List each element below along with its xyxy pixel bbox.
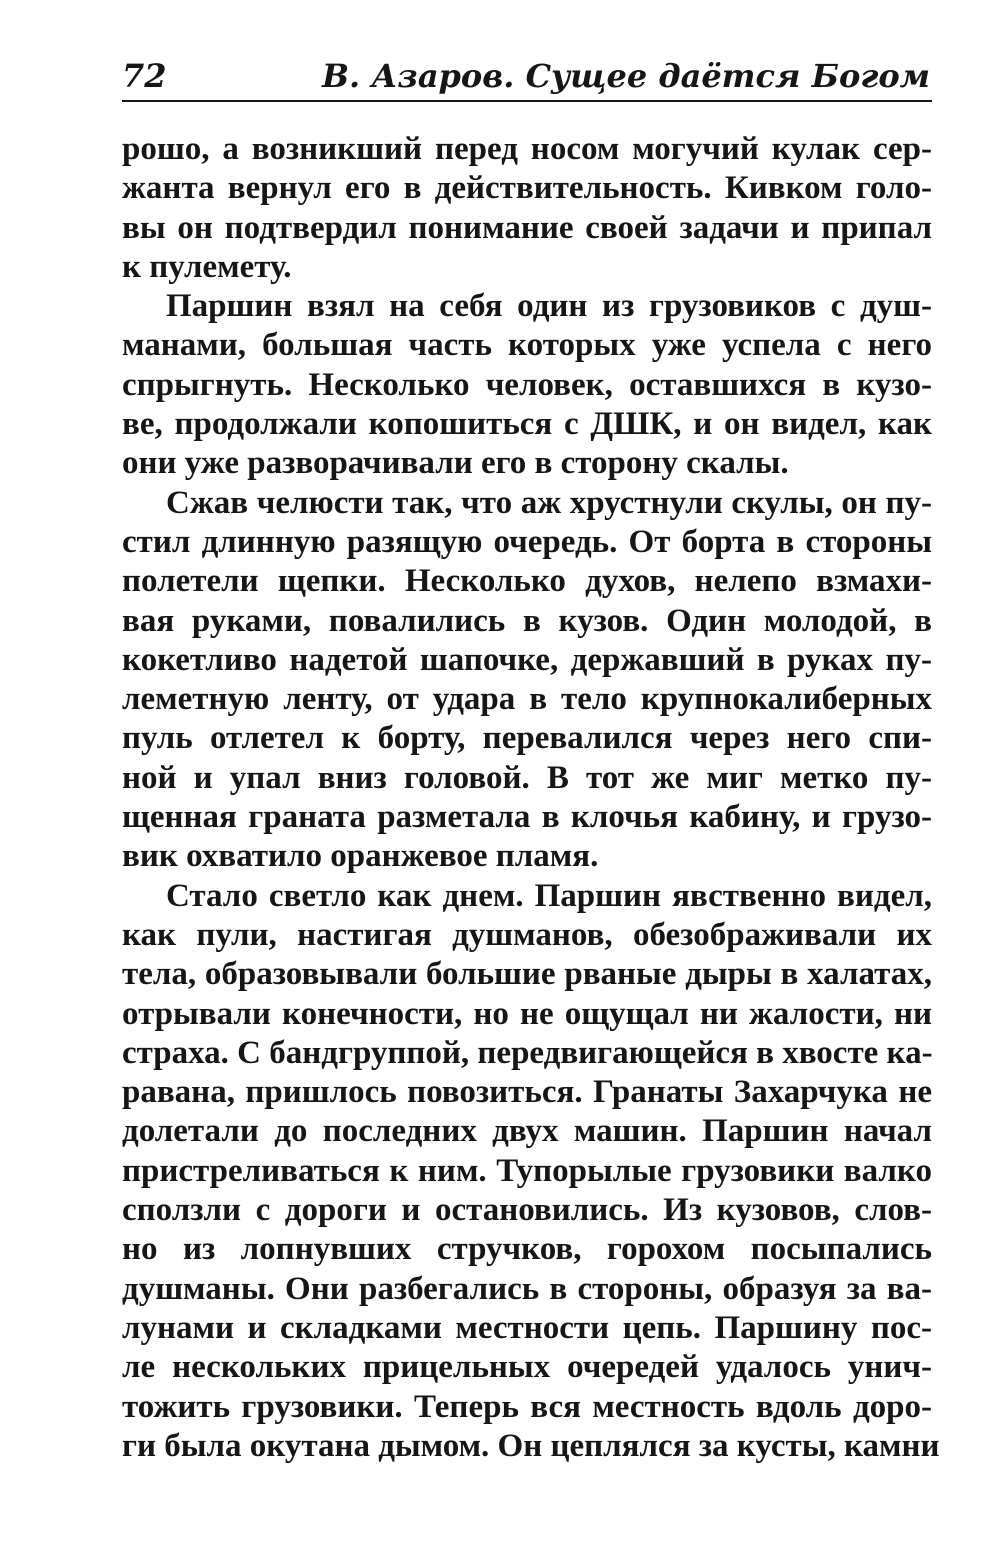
paragraph: [122, 130, 932, 287]
paragraph: [122, 484, 932, 877]
text-line: как пули, настигая душманов, обезображивали их: [122, 916, 932, 953]
text-line: равана, пришлось повозиться. Гранаты Захарчука не: [122, 1074, 932, 1111]
text-line: ле нескольких прицельных очередей удалось унич-: [122, 1349, 932, 1386]
text-line: Сжав челюсти так, что аж хрустнули скулы, он пу-: [166, 484, 932, 521]
text-line: тела, образовывали большие рваные дыры в халатах,: [122, 956, 932, 993]
text-line: щенная граната разметала в клочья кабину, и грузо-: [122, 799, 932, 836]
text-line: ги была окутана дымом. Он цеплялся за кусты, камни: [122, 1427, 940, 1464]
text-line: манами, большая часть которых уже успела с него: [122, 327, 932, 364]
text-line: ной и упал вниз головой. В тот же миг метко пу-: [122, 759, 932, 796]
text-line: они уже разворачивали его в сторону скалы.: [122, 445, 789, 482]
running-title: В. Азаров. Сущее даётся Богом: [322, 57, 931, 95]
paragraph: [122, 877, 940, 1466]
text-line: страха. С бандгруппой, передвигающейся в хвосте ка-: [122, 1034, 933, 1071]
text-line: рошо, а возникший перед носом могучий кулак сер-: [122, 131, 932, 167]
running-header: [122, 52, 932, 102]
book-page: [122, 52, 940, 1466]
text-line: стил длинную разящую очередь. От борта в стороны: [122, 523, 932, 560]
text-line: долетали до последних двух машин. Паршин начал: [122, 1113, 932, 1150]
text-line: вы он подтвердил понимание своей задачи и припал: [122, 209, 932, 246]
text-line: пуль отлетел к борту, перевалился через него спи-: [122, 720, 932, 757]
text-line: Паршин взял на себя один из грузовиков с душ-: [166, 288, 932, 325]
text-line: полетели щепки. Несколько духов, нелепо взмахи-: [122, 563, 932, 600]
text-line: тожить грузовики. Теперь вся местность вдоль доро-: [122, 1388, 932, 1425]
text-line: но из лопнувших стручков, горохом посыпались: [122, 1231, 932, 1268]
text-line: спрыгнуть. Несколько человек, оставшихся в кузо-: [122, 366, 932, 403]
text-line: душманы. Они разбегались в стороны, образуя за ва-: [122, 1270, 932, 1307]
text-line: пристреливаться к ним. Тупорылые грузовики валко: [122, 1152, 932, 1189]
text-line: жанта вернул его в действительность. Кивком голо-: [122, 170, 932, 207]
body-text: [122, 130, 940, 1466]
text-line: вик охватило оранжевое пламя.: [122, 838, 599, 875]
text-line: лунами и складками местности цепь. Паршину пос-: [122, 1309, 932, 1346]
text-line: сползли с дороги и остановились. Из кузовов, слов-: [122, 1192, 932, 1229]
paragraph: [122, 287, 932, 483]
text-line: к пулемету.: [122, 248, 292, 285]
text-line: отрывали конечности, но не ощущал ни жалости, ни: [122, 995, 932, 1032]
text-line: кокетливо надетой шапочке, державший в руках пу-: [122, 641, 932, 678]
text-line: Стало светло как днем. Паршин явственно видел,: [166, 877, 932, 914]
text-line: вая руками, повалились в кузов. Один молодой, в: [122, 602, 932, 639]
text-line: леметную ленту, от удара в тело крупнокалиберных: [122, 681, 932, 718]
text-line: ве, продолжали копошиться с ДШК, и он видел, как: [122, 406, 932, 443]
page-number: 72: [122, 57, 167, 95]
